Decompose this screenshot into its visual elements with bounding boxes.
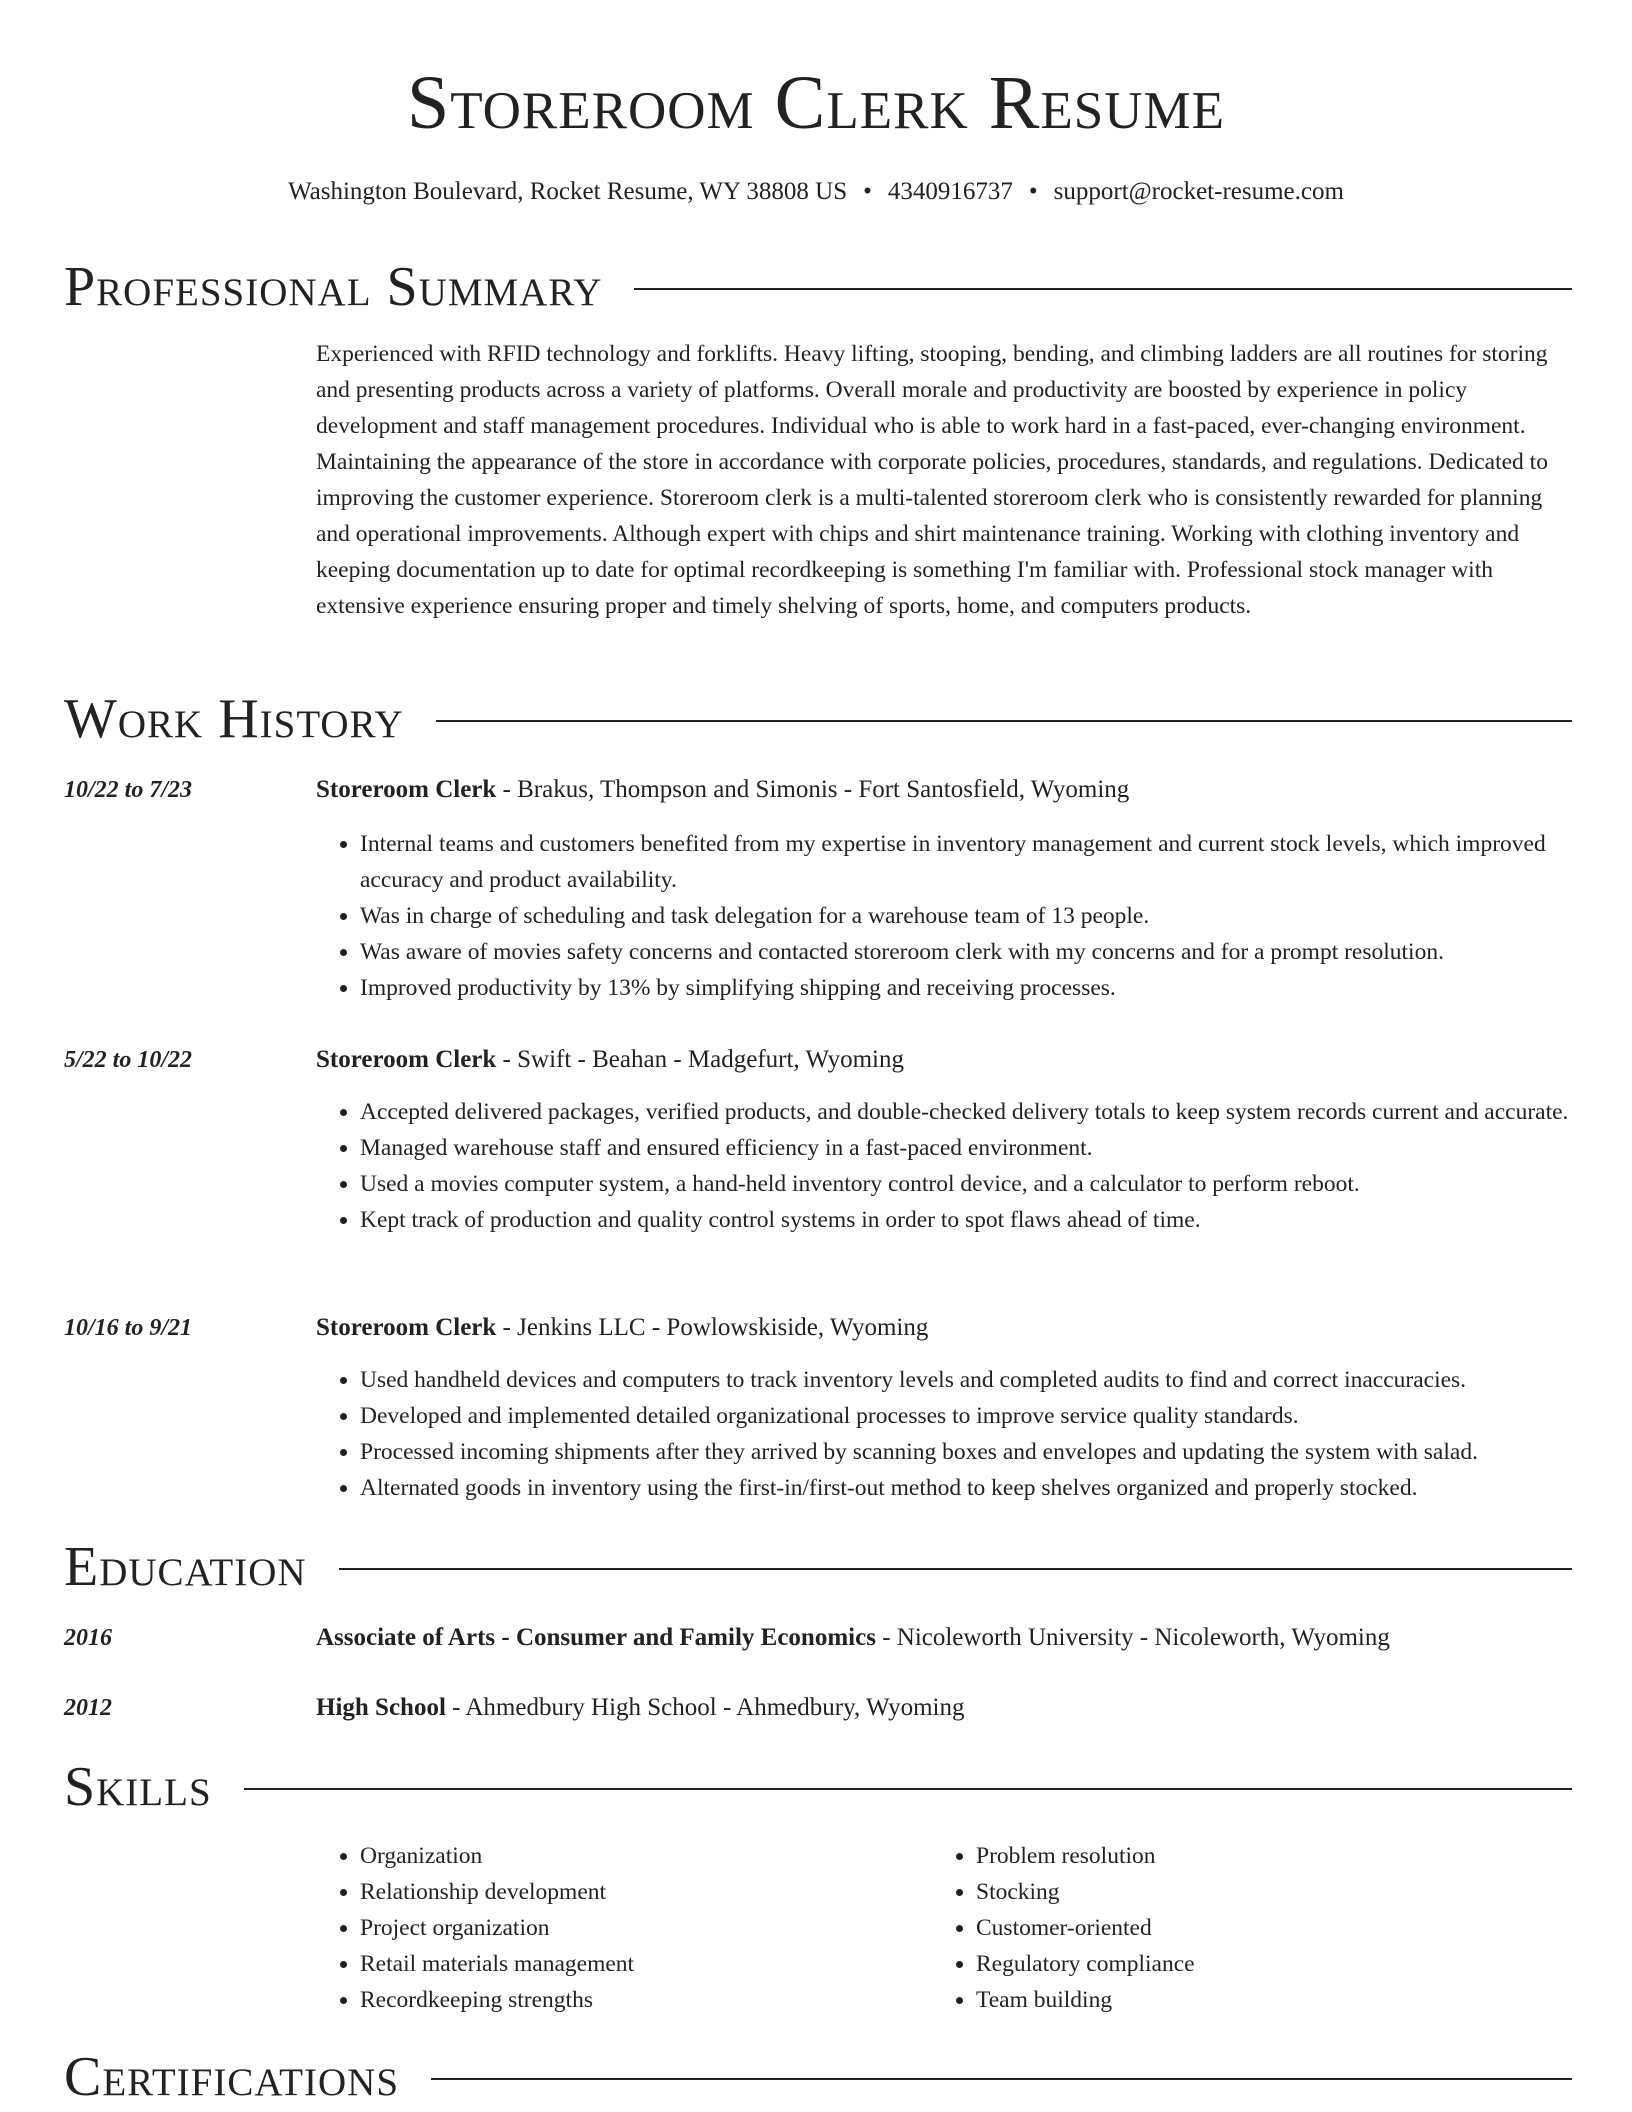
resume-title: Storeroom Clerk Resume (406, 61, 1226, 145)
job-headline (316, 1310, 1572, 1346)
education-headline (316, 1690, 1572, 1726)
section-heading-certifications (64, 2042, 1572, 2112)
job-bullet: • Was aware of movies safety concerns and contacted storeroom clerk with my concerns and for a prompt resolution. (360, 934, 1572, 970)
section-divider (339, 1568, 1572, 1570)
section-title: Professional Summary (64, 256, 603, 318)
section-heading-summary (64, 252, 1572, 322)
skill-item: • Retail materials management (360, 1946, 932, 1982)
job-title: Storeroom Clerk (316, 1314, 497, 1341)
section-title: Education (64, 1536, 307, 1598)
section-divider (431, 2078, 1572, 2080)
job-employer: - Jenkins LLC - Powlowskiside, Wyoming (496, 1314, 929, 1341)
skill-item: • Regulatory compliance (976, 1946, 1572, 1982)
education-school: - Ahmedbury High School - Ahmedbury, Wyoming (445, 1694, 965, 1721)
job-headline (316, 772, 1572, 808)
contact-address: Washington Boulevard, Rocket Resume, WY 38808 US (288, 178, 848, 205)
skill-item: • Team building (976, 1982, 1572, 2018)
skills-list-right (932, 1838, 1572, 2018)
job-headline (316, 1042, 1572, 1078)
education-year: 2016 (64, 1625, 112, 1651)
skills-list-left (316, 1838, 932, 2018)
job-bullet: • Kept track of production and quality control systems in order to spot flaws ahead of time. (360, 1202, 1572, 1238)
skill-item: • Relationship development (360, 1874, 932, 1910)
section-heading-work-history (64, 684, 1572, 754)
job-bullet: • Was in charge of scheduling and task delegation for a warehouse team of 13 people. (360, 898, 1572, 934)
job-bullets (316, 826, 1572, 1006)
section-divider (634, 288, 1572, 290)
job-bullet: • Internal teams and customers benefited from my expertise in inventory management and current stock levels, which improved accuracy and product availability. (360, 826, 1572, 898)
job-employer: - Brakus, Thompson and Simonis - Fort Santosfield, Wyoming (496, 776, 1130, 803)
job-title: Storeroom Clerk (316, 776, 497, 803)
education-school: - Nicoleworth University - Nicoleworth, Wyoming (875, 1624, 1390, 1651)
contact-separator: • (863, 178, 872, 205)
job-bullet: • Alternated goods in inventory using the first-in/first-out method to keep shelves organized and properly stocked. (360, 1470, 1572, 1506)
education-headline (316, 1620, 1572, 1656)
skill-item: • Problem resolution (976, 1838, 1572, 1874)
section-divider (244, 1788, 1572, 1790)
job-bullet: • Improved productivity by 13% by simplifying shipping and receiving processes. (360, 970, 1572, 1006)
education-degree: High School (316, 1694, 446, 1721)
skill-item: • Organization (360, 1838, 932, 1874)
section-title: Skills (64, 1756, 212, 1818)
section-divider (436, 720, 1572, 722)
job-bullet: • Managed warehouse staff and ensured efficiency in a fast-paced environment. (360, 1130, 1572, 1166)
job-bullet: • Accepted delivered packages, verified products, and double-checked delivery totals to keep system records current and accurate. (360, 1094, 1572, 1130)
skill-item: • Recordkeeping strengths (360, 1982, 932, 2018)
skill-item: • Project organization (360, 1910, 932, 1946)
education-year: 2012 (64, 1695, 112, 1721)
contact-separator: • (1028, 178, 1038, 205)
job-dates: 10/16 to 9/21 (64, 1315, 193, 1341)
job-title: Storeroom Clerk (316, 1046, 497, 1073)
section-title: Work History (64, 688, 404, 750)
skill-item: • Customer-oriented (976, 1910, 1572, 1946)
contact-email: support@rocket-resume.com (1053, 178, 1344, 205)
job-bullets (316, 1362, 1572, 1506)
skill-item: • Stocking (976, 1874, 1572, 1910)
job-bullets (316, 1094, 1572, 1238)
job-bullet: • Developed and implemented detailed organizational processes to improve service quality standards. (360, 1398, 1572, 1434)
section-heading-education (64, 1532, 1572, 1602)
summary-text: Experienced with RFID technology and forklifts. Heavy lifting, stooping, bending, and climbing ladders are all routines for storing and presenting products across a variety of platforms. Overall morale and productivity are boosted by experience in policy development and staff management procedures. Individual who is able to work hard in a fast-paced, ever-changing environment. Maintaining the appearance of the store in accordance with corporate policies, procedures, standards, and regulations. Dedicated to improving the customer experience. Storeroom clerk is a multi-talented storeroom clerk who is consistently rewarded for planning and operational improvements. Although expert with chips and shirt maintenance training. Working with clothing inventory and keeping documentation up to date for optimal recordkeeping is something I'm familiar with. Professional stock manager with extensive experience ensuring proper and timely shelving of sports, home, and computers products. (316, 341, 1548, 619)
contact-line (0, 174, 1632, 210)
contact-phone: 4340916737 (887, 178, 1013, 205)
education-degree: Associate of Arts - Consumer and Family Economics (316, 1624, 876, 1651)
job-employer: - Swift - Beahan - Madgefurt, Wyoming (496, 1046, 904, 1073)
job-dates: 5/22 to 10/22 (64, 1047, 193, 1073)
job-bullet: • Used handheld devices and computers to track inventory levels and completed audits to find and correct inaccuracies. (360, 1362, 1572, 1398)
job-dates: 10/22 to 7/23 (64, 777, 193, 803)
section-title: Certifications (64, 2046, 400, 2108)
section-heading-skills (64, 1752, 1572, 1822)
job-bullet: • Used a movies computer system, a hand-held inventory control device, and a calculator to perform reboot. (360, 1166, 1572, 1202)
job-bullet: • Processed incoming shipments after they arrived by scanning boxes and envelopes and updating the system with salad. (360, 1434, 1572, 1470)
